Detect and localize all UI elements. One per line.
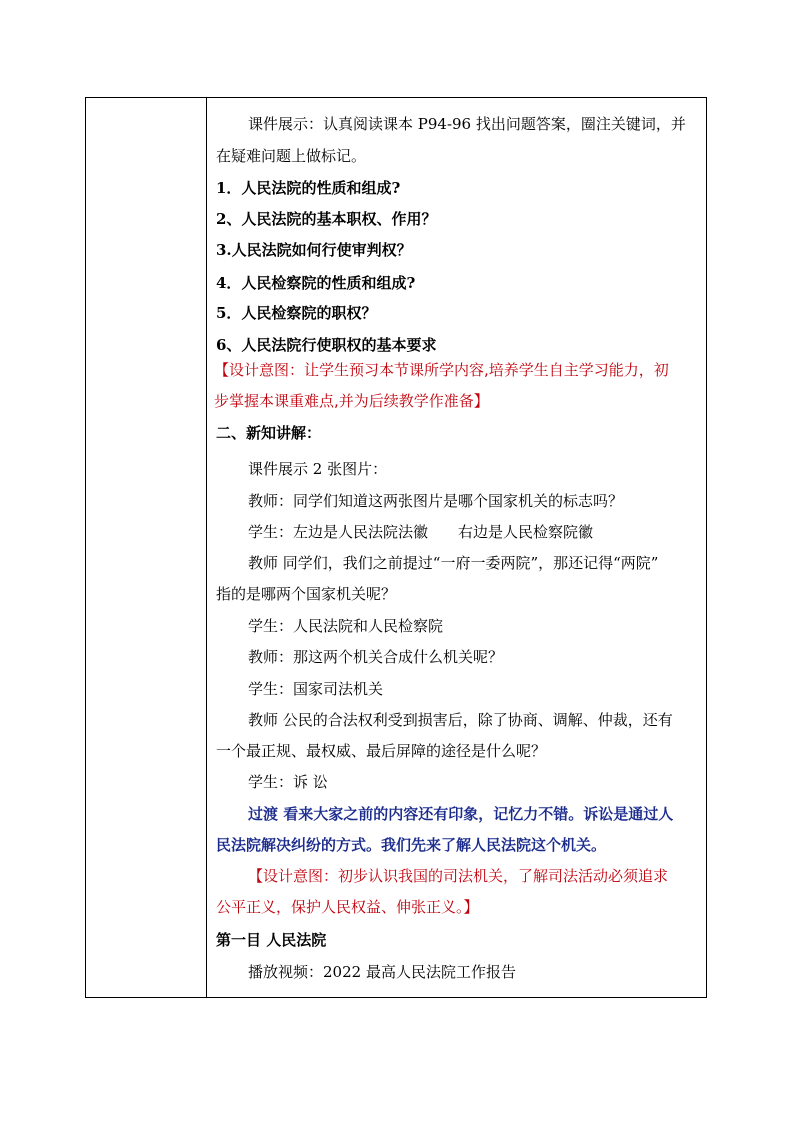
- lesson-table: [85, 97, 707, 998]
- question-1: 1．人民法院的性质和组成?: [216, 179, 401, 197]
- subsection-heading: 第一目 人民法院: [216, 931, 327, 949]
- intro-line-1: 课件展示：认真阅读课本 P94-96 找出问题答案，圈注关键词，并: [248, 115, 686, 133]
- teacher-line-1: 教师：同学们知道这两张图片是哪个国家机关的标志吗？: [248, 492, 624, 510]
- teacher-line-2a: 教师 同学们，我们之前提过“一府一委两院”，那还记得“两院”: [248, 554, 659, 572]
- teacher-line-4b: 一个最正规、最权威、最后屏障的途径是什么呢？: [216, 742, 547, 760]
- student-line-4: 学生：诉 讼: [248, 773, 328, 791]
- design-intent-2-line-1: 【设计意图：初步认识我国的司法机关，了解司法活动必须追求: [248, 867, 669, 885]
- transition-line-2: 民法院解决纠纷的方式。我们先来了解人民法院这个机关。: [216, 836, 607, 854]
- question-2: 2、人民法院的基本职权、作用？: [216, 210, 437, 228]
- teacher-line-2b: 指的是哪两个国家机关呢？: [216, 585, 397, 603]
- student-line-1: 学生：左边是人民法院法徽 右边是人民检察院徽: [248, 523, 594, 541]
- transition-line-1: 过渡 看来大家之前的内容还有印象，记忆力不错。诉讼是通过人: [248, 805, 674, 823]
- question-5: 5．人民检察院的职权？: [216, 304, 377, 322]
- intro-line-2: 在疑难问题上做标记。: [216, 147, 367, 165]
- slide-intro: 课件展示 2 张图片：: [248, 460, 388, 478]
- teacher-line-4a: 教师 公民的合法权利受到损害后，除了协商、调解、仲裁，还有: [248, 711, 673, 729]
- teacher-line-3: 教师：那这两个机关合成什么机关呢？: [248, 648, 504, 666]
- question-6: 6、人民法院行使职权的基本要求: [216, 336, 437, 354]
- design-intent-1-line-1: 【设计意图：让学生预习本节课所学内容,培养学生自主学习能力，初: [214, 361, 669, 379]
- student-line-2: 学生：人民法院和人民检察院: [248, 617, 444, 635]
- question-3: 3.人民法院如何行使审判权？: [216, 241, 412, 259]
- design-intent-1-line-2: 步掌握本课重难点,并为后续教学作准备】: [214, 392, 489, 410]
- section-heading: 二、新知讲解：: [216, 424, 322, 442]
- design-intent-2-line-2: 公平正义，保护人民权益、伸张正义。】: [216, 898, 479, 916]
- content-cell: [207, 98, 706, 997]
- student-line-3: 学生：国家司法机关: [248, 680, 384, 698]
- left-column-cell: [86, 98, 207, 997]
- question-4: 4．人民检察院的性质和组成?: [216, 274, 416, 292]
- video-line: 播放视频：2022 最高人民法院工作报告: [248, 963, 516, 981]
